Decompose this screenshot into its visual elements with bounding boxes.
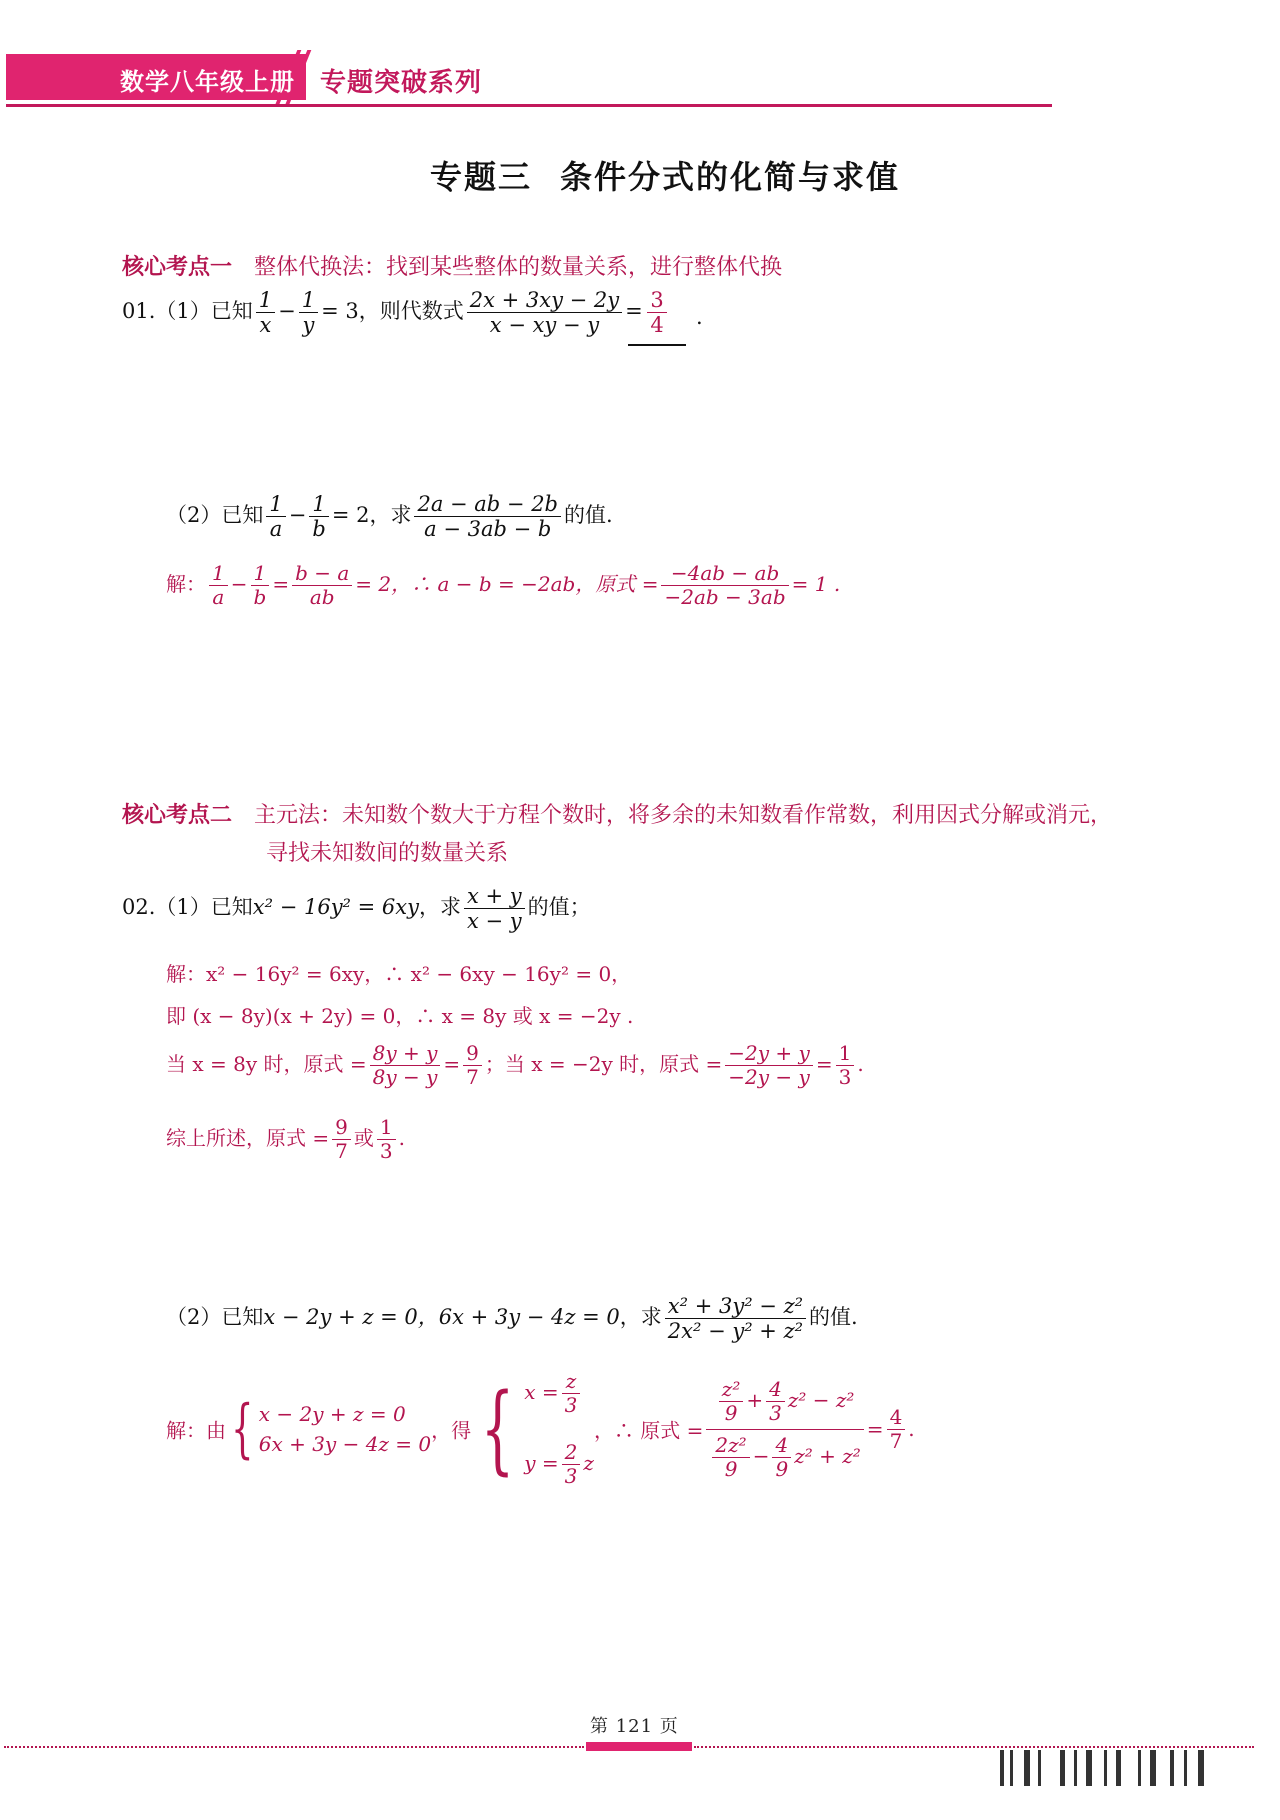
solution-text: 当 x = 8y 时，原式 = [166,1052,367,1076]
header-rule [6,104,1052,107]
solution-text: y = [524,1451,559,1475]
title-part1: 专题三 [430,158,533,196]
key-point-label: 核心考点二 [122,802,233,828]
solution-text: ，得 [431,1418,472,1443]
fraction-num: x² + 3y² − z² [665,1294,806,1319]
fraction-den: 3 [564,1464,578,1488]
page-number: 第 121 页 [590,1716,679,1737]
scan-mark [1038,1750,1041,1786]
scan-mark [1116,1750,1121,1786]
scan-mark [1000,1750,1004,1786]
solution-text: = [443,1052,461,1076]
problem-02-2 [166,1294,858,1343]
fraction-den: 7 [335,1139,348,1163]
fraction-num: 1 [309,492,328,517]
fraction-den: x − xy − y [489,313,600,338]
fraction-den: b [253,585,267,609]
solution-text: z² + z² [794,1443,861,1468]
problem-text: ，求 [419,895,461,920]
scan-mark [1074,1750,1077,1786]
fraction-num: z² [719,1378,744,1402]
book-title: 数学八年级上册 [120,67,295,96]
solution-text: − [752,1443,770,1468]
fraction-num: 8y + y [370,1042,441,1066]
fraction-num: b − a [292,562,352,586]
fraction-num: 4 [766,1378,785,1402]
scan-mark [1170,1750,1174,1786]
fraction-num: 1 [256,288,275,313]
fraction-num: −4ab − ab [661,562,788,586]
key-point-2 [122,798,1112,829]
fraction-num: 1 [209,562,228,586]
problem-text: （2）已知 [166,1305,264,1330]
fraction-den: 7 [466,1065,479,1089]
fraction-den: −2y − y [728,1065,810,1089]
key-point-2-cont [266,836,508,867]
fraction-num: 2z² [712,1434,749,1458]
solution-02-2: 解：由{ x − 2y + z = 0 6x + 3y − 4z = 0，得 { x = $\frac{z}{3}$ y = $\frac{2}{3}$ z，∴ 原式 = $\frac{\text{z²}}{9}$ + $\frac{4}{3}$ z² − z² $\frac{\text{2z²}}{9}$ − $\frac{4}{9}$ z² + z² = $\frac{4}{7}$ . [166,1369,915,1488]
fraction-den: 9 [724,1456,738,1481]
scan-mark [1198,1750,1204,1786]
fraction-den: 3 [769,1400,782,1425]
fraction-den: 3 [838,1065,852,1089]
fraction-den: 9 [775,1456,789,1481]
fraction-den: 2x² − y² + z² [667,1319,804,1344]
title-part2: 条件分式的化简与求值 [560,158,901,196]
problem-01-2: （2）已知 $\frac{1}{a}$ − $\frac{1}{b}$ = 2，求 $\frac{2a - ab - 2b}{a - 3ab - b}$ 的值. [166,492,613,542]
solution-text: 综上所述，原式 = [166,1126,330,1150]
brace: { [231,1392,254,1466]
problem-text: ，则代数式 [358,299,464,324]
problem-text: = 2 [331,503,370,528]
fraction-num: 4 [772,1434,791,1458]
key-point-desc: 整体代换法：找到某些整体的数量关系，进行整体代换 [254,255,783,280]
problem-text: = [625,299,643,324]
problem-text: 的值； [527,895,591,920]
series-title: 专题突破系列 [320,68,483,98]
solution-text: 解：由 [166,1418,226,1443]
solution-02-1-line3: 当 x = 8y 时，原式 = $\frac{8y + y}{8y - y}$ = $\frac{9}{7}$ ；当 x = −2y 时，原式 = $\frac{-2y + y}{-2y - y}$ = $\frac{1}{3}$ . [166,1041,864,1089]
system-equation: x − 2y + z = 0 [258,1402,406,1426]
problem-01-1: 01.（1）已知 $\frac{1}{x}$ − $\frac{1}{y}$ = 3，则代数式 $\frac{2x + 3xy - 2y}{x - xy - y}$ = [122,288,643,338]
brace: { [480,1373,515,1485]
key-point-desc: 主元法：未知数个数大于方程个数时，将多余的未知数看作常数，利用因式分解或消元， [254,803,1113,828]
scan-mark [1150,1750,1156,1786]
fraction-num: 1 [266,492,285,517]
fraction-den: 3 [379,1139,393,1163]
fraction-den: 3 [564,1393,578,1417]
scan-mark [1086,1750,1092,1786]
fraction-den: y [302,313,315,338]
solution-02-1-line1: 解：x² − 16y² = 6xy，∴ x² − 6xy − 16y² = 0， [166,962,632,986]
fraction-den: ab [309,585,335,609]
problem-text: ，求 [619,1305,662,1330]
fraction-num: 1 [251,562,270,586]
solution-text: x = [524,1380,559,1404]
fraction-den: x − y [467,909,522,934]
fraction-num: 2x + 3xy − 2y [467,288,622,313]
scan-mark [1138,1750,1141,1786]
scan-mark [1010,1750,1013,1786]
fraction-den: a [269,517,283,542]
problem-text: 的值. [564,503,613,528]
solution-text: 解： [166,572,206,596]
solution-02-1-line2: 即 (x − 8y)(x + 2y) = 0，∴ x = 8y 或 x = −2y . [166,1004,634,1028]
problem-text: x − 2y + z = 0，6x + 3y − 4z = 0 [263,1305,620,1330]
fraction-den: 4 [650,313,664,338]
solution-text: + [746,1387,764,1412]
problem-02-1 [122,884,591,933]
fraction-den: 9 [724,1400,738,1425]
footer-rule [694,1746,1254,1748]
period: . [696,305,703,329]
solution-text: 或 [353,1126,374,1150]
solution-02-1-line4: 综上所述，原式 = $\frac{9}{7}$ 或 $\frac{1}{3}$ . [166,1115,405,1163]
problem-text: 的值. [809,1305,858,1330]
fraction-num: 2a − ab − 2b [414,492,561,517]
fraction-num: x + y [464,884,525,909]
solution-text: ，∴ 原式 = [593,1418,704,1443]
solution-text: = 2，∴ a − b = −2ab，原式 = [355,572,659,596]
answer-underline [628,344,686,346]
fraction-num: 4 [887,1406,906,1430]
fraction-num: −2y + y [725,1042,813,1066]
fraction-num: 3 [647,288,666,313]
solution-text: ；当 x = −2y 时，原式 = [484,1052,723,1076]
solution-text: z² − z² [787,1387,855,1412]
scan-mark [1104,1750,1107,1786]
scan-mark [1024,1750,1030,1786]
fraction-den: a [212,585,225,609]
problem-text: （2）已知 [166,503,264,528]
problem-text: = 3 [321,299,359,324]
solution-text: = 1 . [791,572,841,596]
fraction-den: x [259,313,272,338]
fraction-den: −2ab − 3ab [664,585,786,609]
fraction-num: 2 [562,1441,581,1465]
key-point-desc: 寻找未知数间的数量关系 [266,841,509,866]
fraction-num: 1 [836,1042,855,1066]
footer-accent [586,1742,692,1751]
fraction-num: 1 [299,288,318,313]
problem-text: 02.（1）已知 [122,895,253,920]
fraction-num: 9 [332,1116,351,1140]
solution-text: z [583,1451,594,1475]
scan-mark [1060,1750,1065,1786]
fraction-den: a − 3ab − b [424,517,552,542]
fraction-num: z [562,1370,581,1394]
problem-text: ，求 [369,503,412,528]
answer-blank [628,288,686,337]
problem-text: x² − 16y² = 6xy [252,895,419,920]
key-point-1 [122,250,782,281]
scan-mark [1184,1750,1187,1786]
fraction-den: b [312,517,326,542]
solution-01-2: 解： $\frac{1}{a}$ − $\frac{1}{b}$ = $\frac{b - a}{ab}$ = 2，∴ a − b = −2ab，原式 = $\frac{-4ab - ab}{-2ab - 3ab}$ = 1 . [166,561,841,609]
key-point-label: 核心考点一 [122,254,233,280]
page-title [430,152,900,198]
problem-text: 01.（1）已知 [122,299,253,324]
fraction-den: 7 [889,1428,903,1453]
fraction-den: 8y − y [372,1065,438,1089]
fraction-num: 9 [463,1042,482,1066]
fraction-num: 1 [377,1116,396,1140]
system-equation: 6x + 3y − 4z = 0 [258,1432,432,1456]
footer-rule [4,1746,584,1748]
